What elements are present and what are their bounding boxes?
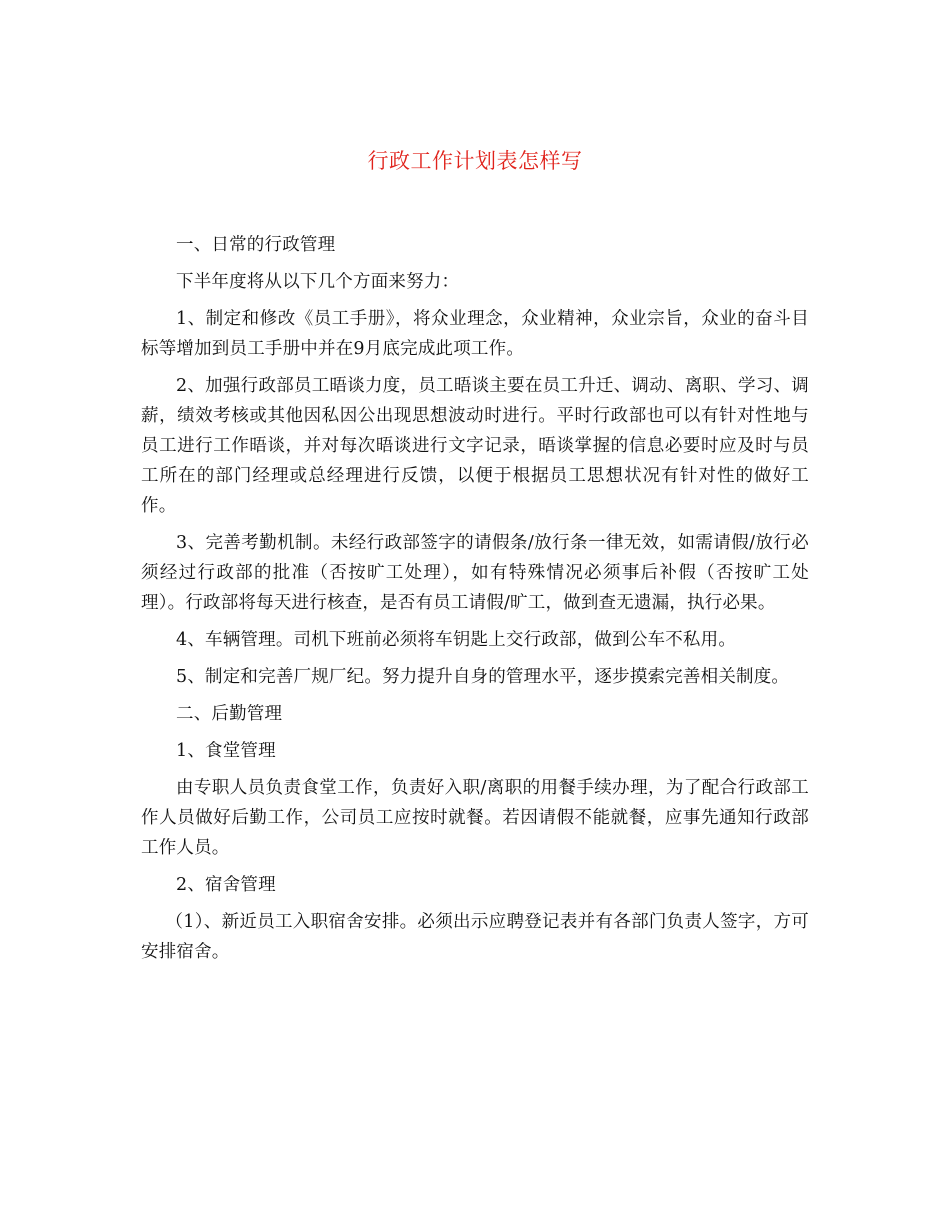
subheading-canteen: 1、食堂管理 xyxy=(176,741,276,761)
paragraph-item-rules: 5、制定和完善厂规厂纪。努力提升自身的管理水平，逐步摸索完善相关制度。 xyxy=(176,667,790,687)
section-heading-daily-admin: 一、日常的行政管理 xyxy=(176,235,336,255)
paragraph-dormitory-item-1: （1）、新近员工入职宿舍安排。必须出示应聘登记表并有各部门负责人签字，方可安排宿舍。 xyxy=(141,912,809,962)
paragraph-item-interviews: 2、加强行政部员工晤谈力度，员工晤谈主要在员工升迁、调动、离职、学习、调薪，绩效考核或其他因私因公出现思想波动时进行。平时行政部也可以有针对性地与员工进行工作晤谈，并对每次晤谈进行文字记录，晤谈掌握的信息必要时应及时与员工所在的部门经理或总经理进行反馈，以便于根据员工思想状况有针对性的做好工作。 xyxy=(141,376,809,516)
paragraph-intro: 下半年度将从以下几个方面来努力： xyxy=(176,272,460,292)
paragraph-item-vehicles: 4、车辆管理。司机下班前必须将车钥匙上交行政部，做到公车不私用。 xyxy=(176,630,737,650)
section-heading-logistics: 二、后勤管理 xyxy=(176,704,283,724)
paragraph-item-attendance: 3、完善考勤机制。未经行政部签字的请假条/放行条一律无效，如需请假/放行必须经过行政部的批准（否按旷工处理），如有特殊情况必须事后补假（否按旷工处理）。行政部将每天进行核查，是否有员工请假/旷工，做到查无遗漏，执行必果。 xyxy=(141,533,809,613)
document-title: 行政工作计划表怎样写 xyxy=(367,149,583,173)
paragraph-item-handbook: 1、制定和修改《员工手册》，将众业理念，众业精神，众业宗旨，众业的奋斗目标等增加到员工手册中并在9月底完成此项工作。 xyxy=(141,309,809,359)
subheading-dormitory: 2、宿舍管理 xyxy=(176,875,276,895)
paragraph-canteen: 由专职人员负责食堂工作，负责好入职/离职的用餐手续办理，为了配合行政部工作人员做好后勤工作，公司员工应按时就餐。若因请假不能就餐，应事先通知行政部工作人员。 xyxy=(141,778,809,858)
document-body xyxy=(141,230,809,974)
